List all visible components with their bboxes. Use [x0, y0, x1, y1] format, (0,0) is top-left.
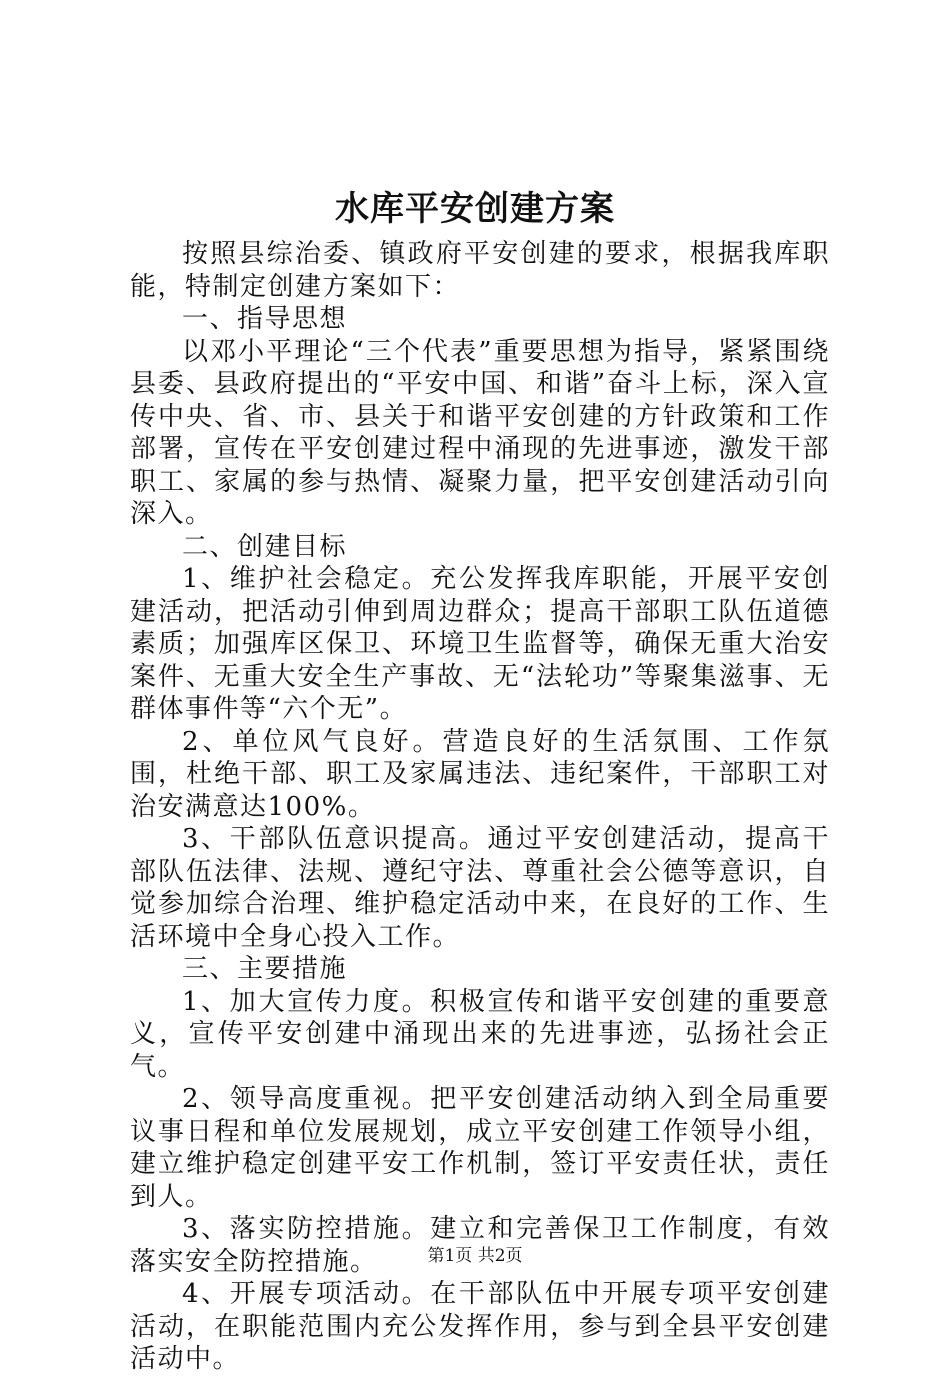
paragraph: 4、开展专项活动。在干部队伍中开展专项平安创建活动，在职能范围内充公发挥作用，参与到全县平安创建活动中。: [130, 1279, 830, 1374]
paragraph: 2、单位风气良好。营造良好的生活氛围、工作氛围，杜绝干部、职工及家属违法、违纪案件，干部职工对治安满意达100%。: [130, 726, 830, 822]
section-heading: 二、创建目标: [182, 531, 348, 562]
paragraph: 2、领导高度重视。把平安创建活动纳入到全局重要议事日程和单位发展规划，成立平安创建工作领导小组，建立维护稳定创建平安工作机制，签订平安责任状，责任到人。: [130, 1084, 830, 1212]
paragraph: 1、加大宣传力度。积极宣传和谐平安创建的重要意义，宣传平安创建中涌现出来的先进事迹，弘扬社会正气。: [130, 986, 830, 1082]
document-title: 水库平安创建方案: [335, 189, 615, 229]
document-body: [130, 238, 830, 1376]
section-heading: 三、主要措施: [182, 954, 348, 984]
section-heading: 一、指导思想: [182, 304, 348, 334]
page-number: 第1页 共2页: [427, 1246, 523, 1266]
paragraph: 以邓小平理论“三个代表”重要思想为指导，紧紧围绕县委、县政府提出的“平安中国、和谐”奋斗上标，深入宣传中央、省、市、县关于和谐平安创建的方针政策和工作部署，宣传在平安创建过程中涌现的先进事迹，激发干部职工、家属的参与热情、凝聚力量，把平安创建活动引向深入。: [130, 336, 830, 529]
intro-paragraph: 按照县综治委、镇政府平安创建的要求，根据我库职能，特制定创建方案如下：: [130, 239, 830, 302]
paragraph: 3、落实防控措施。建立和完善保卫工作制度，有效落实安全防控措施。: [130, 1214, 830, 1277]
paragraph: 3、干部队伍意识提高。通过平安创建活动，提高干部队伍法律、法规、遵纪守法、尊重社会公德等意识，自觉参加综合治理、维护稳定活动中来，在良好的工作、生活环境中全身心投入工作。: [130, 824, 830, 952]
paragraph: 1、维护社会稳定。充公发挥我库职能，开展平安创建活动，把活动引伸到周边群众；提高干部职工队伍道德素质；加强库区保卫、环境卫生监督等，确保无重大治安案件、无重大安全生产事故、无“法轮功”等聚集滋事、无群体事件等“六个无”。: [130, 564, 830, 724]
